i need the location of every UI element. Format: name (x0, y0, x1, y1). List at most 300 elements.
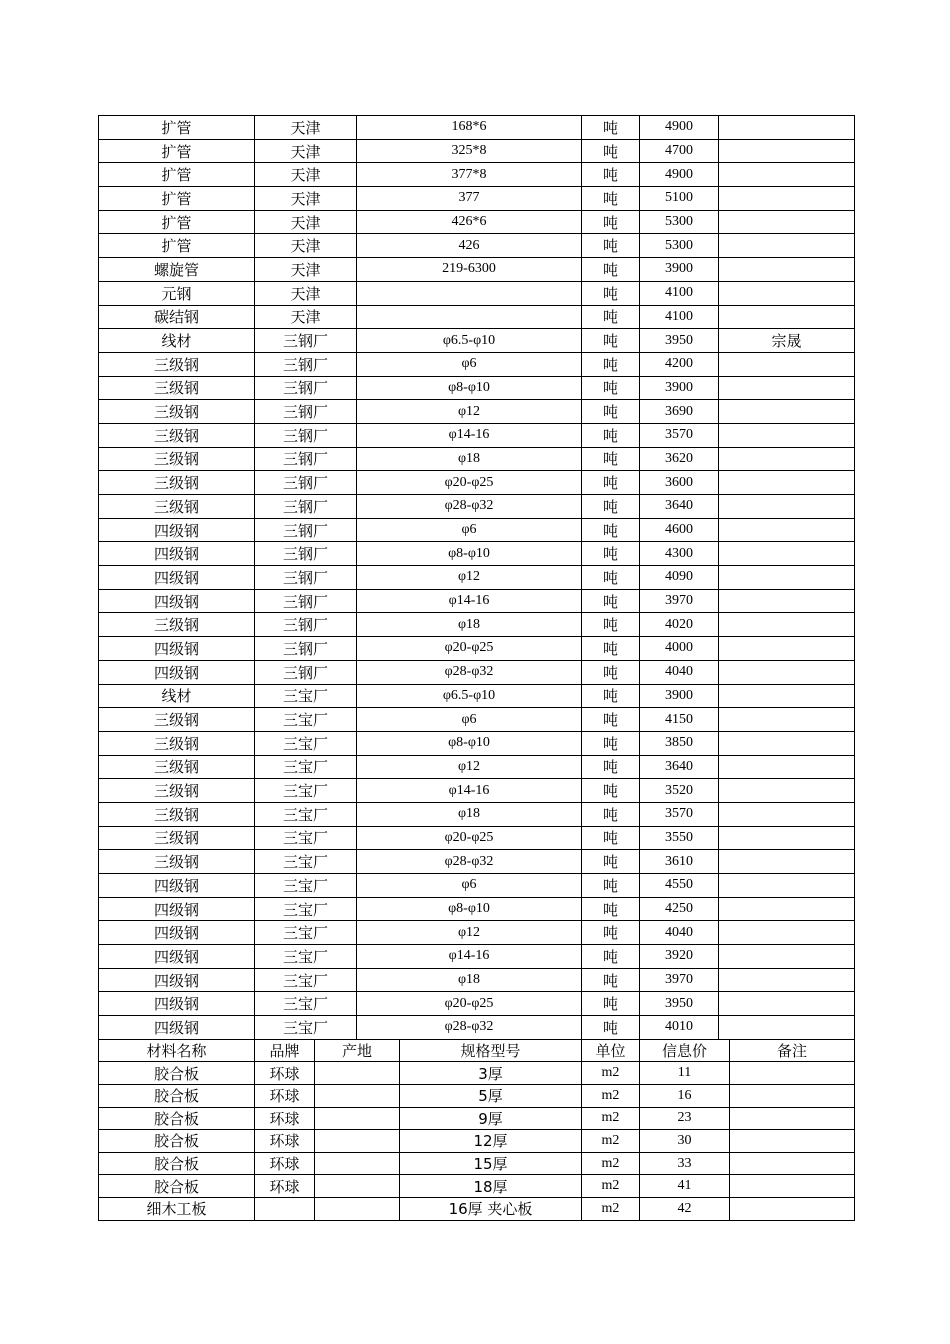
cell-remark (719, 637, 855, 661)
cell-remark (719, 850, 855, 874)
cell-material-name: 三级钢 (99, 779, 255, 803)
cell-spec: 377 (357, 187, 582, 211)
board-table-body (99, 1039, 855, 1220)
cell-unit: 吨 (582, 376, 640, 400)
cell-origin: 三宝厂 (255, 731, 357, 755)
cell-price: 4040 (640, 921, 719, 945)
cell-unit: 吨 (582, 352, 640, 376)
cell-origin: 天津 (255, 139, 357, 163)
cell-spec: φ8-φ10 (357, 731, 582, 755)
cell-brand: 环球 (255, 1085, 315, 1108)
cell-unit: 吨 (582, 992, 640, 1016)
cell-spec (357, 305, 582, 329)
cell-unit: 吨 (582, 258, 640, 282)
cell-origin: 三钢厂 (255, 589, 357, 613)
table-row (99, 589, 855, 613)
cell-origin: 三钢厂 (255, 329, 357, 353)
cell-spec: 12厚 (400, 1130, 582, 1153)
cell-material-name: 四级钢 (99, 518, 255, 542)
cell-spec: φ20-φ25 (357, 992, 582, 1016)
cell-material-name: 三级钢 (99, 802, 255, 826)
cell-spec: φ12 (357, 755, 582, 779)
cell-origin (315, 1107, 400, 1130)
cell-price: 5300 (640, 234, 719, 258)
cell-spec: 426 (357, 234, 582, 258)
table-row (99, 684, 855, 708)
cell-origin: 天津 (255, 234, 357, 258)
cell-price: 4000 (640, 637, 719, 661)
cell-origin: 三宝厂 (255, 921, 357, 945)
cell-origin: 三钢厂 (255, 376, 357, 400)
cell-spec: φ28-φ32 (357, 495, 582, 519)
cell-material-name: 扩管 (99, 210, 255, 234)
cell-material-name: 四级钢 (99, 874, 255, 898)
cell-material-name: 三级钢 (99, 471, 255, 495)
cell-origin: 三宝厂 (255, 874, 357, 898)
cell-price: 3520 (640, 779, 719, 803)
cell-remark (719, 258, 855, 282)
table-row (99, 210, 855, 234)
cell-origin: 天津 (255, 116, 357, 140)
cell-material-name: 四级钢 (99, 968, 255, 992)
cell-remark (730, 1062, 855, 1085)
cell-material-name: 四级钢 (99, 921, 255, 945)
table-row (99, 518, 855, 542)
cell-brand: 环球 (255, 1175, 315, 1198)
cell-unit: m2 (582, 1107, 640, 1130)
cell-price: 41 (640, 1175, 730, 1198)
table-row (99, 1152, 855, 1175)
cell-price: 4300 (640, 542, 719, 566)
cell-remark (719, 1016, 855, 1040)
cell-unit: 吨 (582, 423, 640, 447)
cell-remark (719, 471, 855, 495)
cell-remark (719, 163, 855, 187)
cell-unit: 吨 (582, 329, 640, 353)
cell-price: 3970 (640, 968, 719, 992)
table-row (99, 447, 855, 471)
cell-remark (719, 566, 855, 590)
cell-spec: 15厚 (400, 1152, 582, 1175)
cell-spec: φ8-φ10 (357, 376, 582, 400)
table-row (99, 897, 855, 921)
cell-price: 5300 (640, 210, 719, 234)
cell-unit: 吨 (582, 542, 640, 566)
cell-remark (719, 897, 855, 921)
cell-unit: 吨 (582, 826, 640, 850)
cell-remark (719, 518, 855, 542)
cell-spec: φ6 (357, 352, 582, 376)
cell-spec: 377*8 (357, 163, 582, 187)
cell-unit: 吨 (582, 802, 640, 826)
cell-remark (719, 708, 855, 732)
cell-price: 3570 (640, 802, 719, 826)
cell-price: 3950 (640, 992, 719, 1016)
cell-remark (719, 305, 855, 329)
cell-spec: 18厚 (400, 1175, 582, 1198)
cell-price: 42 (640, 1197, 730, 1220)
cell-remark (719, 968, 855, 992)
cell-remark (719, 234, 855, 258)
cell-origin (315, 1062, 400, 1085)
cell-spec: 3厚 (400, 1062, 582, 1085)
cell-price: 3900 (640, 258, 719, 282)
cell-origin (315, 1130, 400, 1153)
cell-unit: m2 (582, 1175, 640, 1198)
cell-unit: 吨 (582, 731, 640, 755)
cell-material-name: 扩管 (99, 234, 255, 258)
cell-price: 30 (640, 1130, 730, 1153)
cell-remark (719, 281, 855, 305)
cell-price: 3640 (640, 755, 719, 779)
cell-unit: 吨 (582, 684, 640, 708)
cell-remark (719, 684, 855, 708)
cell-remark (719, 495, 855, 519)
table-row (99, 471, 855, 495)
table-row (99, 281, 855, 305)
cell-spec: φ20-φ25 (357, 637, 582, 661)
cell-origin: 三宝厂 (255, 779, 357, 803)
table-row (99, 613, 855, 637)
cell-price: 3570 (640, 423, 719, 447)
table-row (99, 305, 855, 329)
table-row (99, 116, 855, 140)
cell-spec: φ28-φ32 (357, 850, 582, 874)
cell-material-name: 四级钢 (99, 566, 255, 590)
cell-remark (719, 187, 855, 211)
cell-unit: 吨 (582, 495, 640, 519)
cell-material-name: 胶合板 (99, 1107, 255, 1130)
column-header-material-name: 材料名称 (99, 1039, 255, 1062)
cell-material-name: 胶合板 (99, 1085, 255, 1108)
cell-remark (730, 1175, 855, 1198)
cell-spec: φ18 (357, 447, 582, 471)
cell-price: 3850 (640, 731, 719, 755)
table-row (99, 1130, 855, 1153)
cell-brand: 环球 (255, 1152, 315, 1175)
cell-origin: 三宝厂 (255, 968, 357, 992)
cell-unit: 吨 (582, 637, 640, 661)
cell-remark (719, 613, 855, 637)
cell-material-name: 三级钢 (99, 423, 255, 447)
cell-origin: 三钢厂 (255, 352, 357, 376)
cell-unit: 吨 (582, 755, 640, 779)
cell-material-name: 扩管 (99, 139, 255, 163)
cell-origin: 三钢厂 (255, 447, 357, 471)
cell-price: 4090 (640, 566, 719, 590)
cell-origin: 三宝厂 (255, 826, 357, 850)
column-header-unit: 单位 (582, 1039, 640, 1062)
cell-spec: 426*6 (357, 210, 582, 234)
cell-remark (719, 542, 855, 566)
cell-origin: 三宝厂 (255, 708, 357, 732)
table-row (99, 779, 855, 803)
cell-remark (719, 731, 855, 755)
column-header-brand: 品牌 (255, 1039, 315, 1062)
table-row (99, 850, 855, 874)
cell-unit: 吨 (582, 850, 640, 874)
cell-origin (315, 1197, 400, 1220)
cell-unit: 吨 (582, 163, 640, 187)
cell-price: 3610 (640, 850, 719, 874)
cell-spec: φ6 (357, 708, 582, 732)
cell-price: 4200 (640, 352, 719, 376)
cell-origin: 天津 (255, 187, 357, 211)
cell-unit: 吨 (582, 518, 640, 542)
cell-price: 4900 (640, 163, 719, 187)
cell-material-name: 线材 (99, 329, 255, 353)
table-row (99, 566, 855, 590)
cell-spec: φ8-φ10 (357, 542, 582, 566)
cell-origin: 天津 (255, 258, 357, 282)
table-row (99, 755, 855, 779)
cell-unit: 吨 (582, 234, 640, 258)
cell-spec: φ18 (357, 968, 582, 992)
cell-unit: m2 (582, 1152, 640, 1175)
table-row (99, 1085, 855, 1108)
cell-spec: φ20-φ25 (357, 826, 582, 850)
cell-price: 4100 (640, 305, 719, 329)
cell-unit: 吨 (582, 660, 640, 684)
cell-unit: 吨 (582, 708, 640, 732)
cell-spec: 16厚 夹心板 (400, 1197, 582, 1220)
cell-remark (730, 1197, 855, 1220)
cell-price: 3900 (640, 684, 719, 708)
cell-unit: m2 (582, 1130, 640, 1153)
cell-price: 4150 (640, 708, 719, 732)
cell-spec: φ8-φ10 (357, 897, 582, 921)
cell-price: 3900 (640, 376, 719, 400)
cell-origin: 三钢厂 (255, 613, 357, 637)
cell-unit: 吨 (582, 874, 640, 898)
table-row (99, 1197, 855, 1220)
cell-origin (315, 1152, 400, 1175)
cell-origin: 三钢厂 (255, 637, 357, 661)
cell-spec: φ6 (357, 874, 582, 898)
cell-spec: φ28-φ32 (357, 1016, 582, 1040)
cell-price: 3640 (640, 495, 719, 519)
cell-material-name: 四级钢 (99, 945, 255, 969)
cell-brand (255, 1197, 315, 1220)
cell-unit: 吨 (582, 921, 640, 945)
cell-spec: φ28-φ32 (357, 660, 582, 684)
cell-price: 4550 (640, 874, 719, 898)
cell-material-name: 碳结钢 (99, 305, 255, 329)
cell-price: 4600 (640, 518, 719, 542)
table-row (99, 139, 855, 163)
cell-origin: 三钢厂 (255, 495, 357, 519)
cell-unit: 吨 (582, 566, 640, 590)
cell-remark (719, 376, 855, 400)
cell-origin: 三宝厂 (255, 850, 357, 874)
cell-origin: 三钢厂 (255, 400, 357, 424)
cell-material-name: 三级钢 (99, 731, 255, 755)
cell-spec: 9厚 (400, 1107, 582, 1130)
cell-remark (719, 802, 855, 826)
cell-unit: 吨 (582, 968, 640, 992)
table-row (99, 708, 855, 732)
table-row (99, 802, 855, 826)
cell-spec: φ12 (357, 921, 582, 945)
column-header-spec: 规格型号 (400, 1039, 582, 1062)
cell-remark (719, 210, 855, 234)
cell-material-name: 四级钢 (99, 542, 255, 566)
table-row (99, 1016, 855, 1040)
cell-origin: 天津 (255, 281, 357, 305)
cell-material-name: 四级钢 (99, 660, 255, 684)
cell-origin: 天津 (255, 305, 357, 329)
cell-material-name: 四级钢 (99, 992, 255, 1016)
cell-price: 4100 (640, 281, 719, 305)
cell-unit: 吨 (582, 281, 640, 305)
cell-brand: 环球 (255, 1062, 315, 1085)
cell-material-name: 胶合板 (99, 1062, 255, 1085)
table-row (99, 1107, 855, 1130)
cell-price: 3550 (640, 826, 719, 850)
table-row (99, 731, 855, 755)
cell-spec: φ6 (357, 518, 582, 542)
cell-remark (719, 139, 855, 163)
cell-material-name: 扩管 (99, 187, 255, 211)
cell-material-name: 三级钢 (99, 400, 255, 424)
cell-origin: 三宝厂 (255, 992, 357, 1016)
cell-remark (719, 874, 855, 898)
cell-remark (719, 779, 855, 803)
cell-price: 5100 (640, 187, 719, 211)
table-row (99, 423, 855, 447)
table-row (99, 187, 855, 211)
cell-material-name: 胶合板 (99, 1175, 255, 1198)
cell-material-name: 扩管 (99, 116, 255, 140)
cell-unit: m2 (582, 1197, 640, 1220)
cell-spec: φ18 (357, 802, 582, 826)
cell-unit: 吨 (582, 779, 640, 803)
cell-remark (719, 755, 855, 779)
cell-material-name: 三级钢 (99, 352, 255, 376)
cell-unit: 吨 (582, 305, 640, 329)
cell-origin: 三宝厂 (255, 945, 357, 969)
cell-spec: φ14-16 (357, 945, 582, 969)
cell-unit: 吨 (582, 187, 640, 211)
table-row (99, 1062, 855, 1085)
cell-origin: 三宝厂 (255, 1016, 357, 1040)
cell-remark (719, 400, 855, 424)
cell-remark (730, 1107, 855, 1130)
cell-spec (357, 281, 582, 305)
cell-remark (719, 945, 855, 969)
cell-spec: φ20-φ25 (357, 471, 582, 495)
cell-remark (719, 826, 855, 850)
cell-price: 4900 (640, 116, 719, 140)
cell-unit: 吨 (582, 116, 640, 140)
cell-origin: 三钢厂 (255, 566, 357, 590)
steel-table-body (99, 116, 855, 1040)
cell-unit: 吨 (582, 471, 640, 495)
table-row (99, 968, 855, 992)
cell-spec: 168*6 (357, 116, 582, 140)
cell-remark (730, 1085, 855, 1108)
cell-spec: φ12 (357, 566, 582, 590)
cell-remark (730, 1152, 855, 1175)
cell-remark (719, 660, 855, 684)
cell-remark (719, 589, 855, 613)
cell-price: 11 (640, 1062, 730, 1085)
cell-spec: 5厚 (400, 1085, 582, 1108)
price-sheet (98, 115, 854, 1221)
table-row (99, 495, 855, 519)
cell-unit: 吨 (582, 897, 640, 921)
cell-unit: 吨 (582, 945, 640, 969)
cell-unit: 吨 (582, 210, 640, 234)
cell-material-name: 三级钢 (99, 850, 255, 874)
cell-spec: 219-6300 (357, 258, 582, 282)
cell-remark (719, 921, 855, 945)
cell-price: 3690 (640, 400, 719, 424)
table-row (99, 1175, 855, 1198)
cell-unit: 吨 (582, 139, 640, 163)
cell-material-name: 细木工板 (99, 1197, 255, 1220)
cell-origin: 三宝厂 (255, 684, 357, 708)
cell-price: 3970 (640, 589, 719, 613)
table-row (99, 660, 855, 684)
cell-brand: 环球 (255, 1130, 315, 1153)
cell-spec: φ14-16 (357, 589, 582, 613)
cell-material-name: 三级钢 (99, 708, 255, 732)
cell-origin: 天津 (255, 210, 357, 234)
table-row (99, 637, 855, 661)
cell-price: 3920 (640, 945, 719, 969)
cell-origin: 三钢厂 (255, 518, 357, 542)
cell-price: 3620 (640, 447, 719, 471)
cell-material-name: 三级钢 (99, 376, 255, 400)
cell-material-name: 四级钢 (99, 637, 255, 661)
cell-price: 3950 (640, 329, 719, 353)
cell-remark (719, 116, 855, 140)
cell-unit: 吨 (582, 589, 640, 613)
cell-material-name: 四级钢 (99, 589, 255, 613)
cell-price: 4010 (640, 1016, 719, 1040)
cell-remark: 宗晟 (719, 329, 855, 353)
cell-price: 4250 (640, 897, 719, 921)
cell-unit: 吨 (582, 447, 640, 471)
table-row (99, 542, 855, 566)
cell-spec: φ12 (357, 400, 582, 424)
cell-material-name: 三级钢 (99, 447, 255, 471)
cell-price: 23 (640, 1107, 730, 1130)
cell-material-name: 元钢 (99, 281, 255, 305)
cell-spec: 325*8 (357, 139, 582, 163)
table-row (99, 163, 855, 187)
cell-unit: 吨 (582, 1016, 640, 1040)
cell-spec: φ14-16 (357, 779, 582, 803)
cell-material-name: 线材 (99, 684, 255, 708)
cell-price: 4700 (640, 139, 719, 163)
cell-material-name: 三级钢 (99, 755, 255, 779)
table-row (99, 826, 855, 850)
cell-price: 33 (640, 1152, 730, 1175)
table-row (99, 874, 855, 898)
cell-price: 16 (640, 1085, 730, 1108)
cell-spec: φ18 (357, 613, 582, 637)
cell-price: 4040 (640, 660, 719, 684)
board-price-table (98, 1039, 855, 1221)
cell-price: 4020 (640, 613, 719, 637)
cell-unit: 吨 (582, 400, 640, 424)
cell-material-name: 四级钢 (99, 897, 255, 921)
table-row (99, 258, 855, 282)
cell-material-name: 四级钢 (99, 1016, 255, 1040)
cell-material-name: 胶合板 (99, 1130, 255, 1153)
